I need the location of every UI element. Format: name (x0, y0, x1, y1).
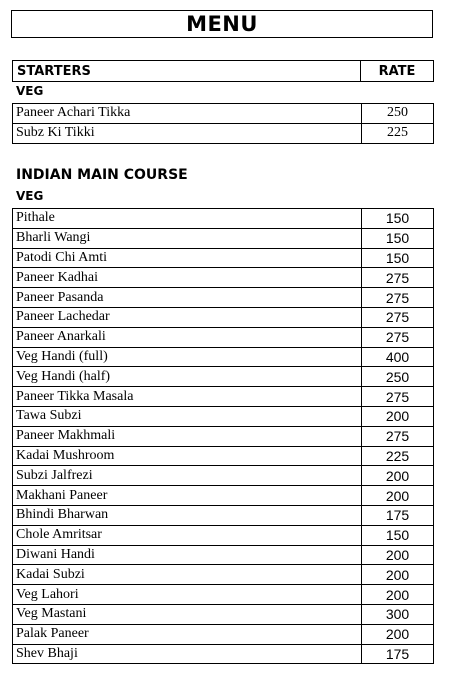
item-rate: 150 (362, 228, 434, 248)
item-name: Veg Lahori (13, 585, 362, 605)
menu-row (13, 505, 434, 525)
item-name: Patodi Chi Amti (13, 248, 362, 268)
menu-row (13, 585, 434, 605)
menu-row (13, 644, 434, 664)
item-name: Paneer Kadhai (13, 268, 362, 288)
menu-row (13, 486, 434, 506)
item-rate: 225 (362, 123, 434, 143)
menu-row (13, 104, 434, 124)
starters-heading: STARTERS (13, 61, 361, 81)
item-rate: 200 (362, 486, 434, 506)
menu-title: MENU (11, 10, 433, 38)
item-rate: 250 (362, 104, 434, 124)
item-rate: 275 (362, 327, 434, 347)
menu-row (13, 268, 434, 288)
item-name: Bhindi Bharwan (13, 505, 362, 525)
item-rate: 200 (362, 585, 434, 605)
item-rate: 150 (362, 525, 434, 545)
menu-row (13, 367, 434, 387)
item-name: Subz Ki Tikki (13, 123, 362, 143)
item-name: Paneer Achari Tikka (13, 104, 362, 124)
main-course-veg-label: VEG (16, 189, 44, 203)
item-rate: 200 (362, 545, 434, 565)
item-name: Tawa Subzi (13, 406, 362, 426)
main-course-title: INDIAN MAIN COURSE (16, 167, 188, 183)
menu-row (13, 228, 434, 248)
menu-row (13, 209, 434, 229)
item-name: Chole Amritsar (13, 525, 362, 545)
item-rate: 275 (362, 307, 434, 327)
item-rate: 175 (362, 505, 434, 525)
item-rate: 200 (362, 565, 434, 585)
item-name: Paneer Anarkali (13, 327, 362, 347)
menu-row (13, 248, 434, 268)
menu-row (13, 545, 434, 565)
item-rate: 200 (362, 406, 434, 426)
item-name: Paneer Lachedar (13, 307, 362, 327)
item-name: Veg Mastani (13, 604, 362, 624)
item-name: Subzi Jalfrezi (13, 466, 362, 486)
item-name: Diwani Handi (13, 545, 362, 565)
menu-row (13, 446, 434, 466)
item-rate: 275 (362, 387, 434, 407)
item-rate: 200 (362, 624, 434, 644)
item-rate: 275 (362, 426, 434, 446)
menu-row (13, 565, 434, 585)
item-rate: 400 (362, 347, 434, 367)
item-rate: 275 (362, 268, 434, 288)
starters-veg-label: VEG (16, 84, 44, 98)
item-rate: 300 (362, 604, 434, 624)
main-course-table (12, 208, 434, 664)
item-name: Paneer Pasanda (13, 288, 362, 308)
menu-row (13, 466, 434, 486)
starters-header (12, 60, 434, 82)
menu-row (13, 327, 434, 347)
item-rate: 250 (362, 367, 434, 387)
item-rate: 150 (362, 248, 434, 268)
menu-row (13, 123, 434, 143)
menu-row (13, 525, 434, 545)
item-rate: 225 (362, 446, 434, 466)
item-name: Veg Handi (half) (13, 367, 362, 387)
item-rate: 275 (362, 288, 434, 308)
menu-row (13, 347, 434, 367)
item-rate: 200 (362, 466, 434, 486)
item-name: Veg Handi (full) (13, 347, 362, 367)
item-name: Paneer Tikka Masala (13, 387, 362, 407)
item-rate: 175 (362, 644, 434, 664)
menu-row (13, 426, 434, 446)
menu-row (13, 624, 434, 644)
item-name: Kadai Subzi (13, 565, 362, 585)
menu-row (13, 604, 434, 624)
item-name: Paneer Makhmali (13, 426, 362, 446)
item-name: Palak Paneer (13, 624, 362, 644)
item-name: Bharli Wangi (13, 228, 362, 248)
menu-row (13, 387, 434, 407)
item-name: Makhani Paneer (13, 486, 362, 506)
item-name: Pithale (13, 209, 362, 229)
rate-heading: RATE (378, 63, 416, 79)
menu-row (13, 406, 434, 426)
menu-row (13, 288, 434, 308)
item-name: Kadai Mushroom (13, 446, 362, 466)
starters-table (12, 103, 434, 144)
menu-row (13, 307, 434, 327)
item-rate: 150 (362, 209, 434, 229)
item-name: Shev Bhaji (13, 644, 362, 664)
